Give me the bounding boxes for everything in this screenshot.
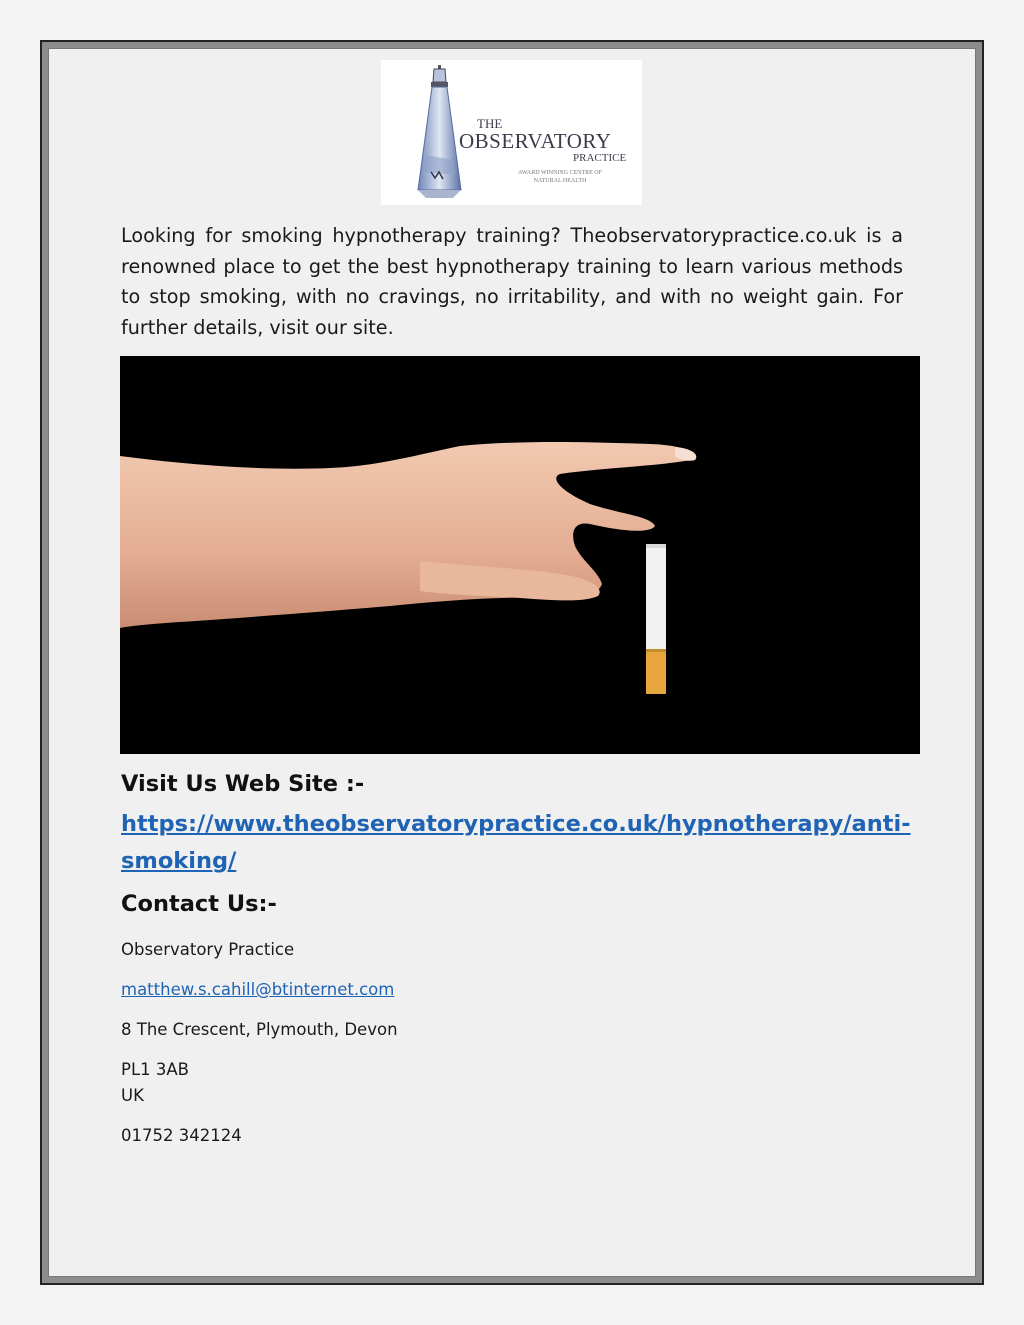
contact-email-link[interactable]: matthew.s.cahill@btinternet.com <box>121 980 395 999</box>
logo-observatory: OBSERVATORY <box>459 129 612 153</box>
logo-practice: PRACTICE <box>573 152 627 164</box>
website-link[interactable]: https://www.theobservatorypractice.co.uk/hypnotherapy/anti-smoking/ <box>121 811 911 874</box>
contact-heading: Contact Us:- <box>121 891 277 917</box>
visit-heading: Visit Us Web Site :- <box>121 771 365 797</box>
logo-the: THE <box>477 116 503 131</box>
logo-tagline: AWARD WINNING CENTRE OF NATURAL HEALTH <box>518 170 602 184</box>
contact-postcode: PL1 3AB <box>121 1060 189 1079</box>
contact-name: Observatory Practice <box>121 940 295 959</box>
contact-country: UK <box>121 1086 144 1105</box>
hand-dropping-cigarette-photo <box>120 356 920 754</box>
observatory-practice-logo <box>381 60 642 205</box>
contact-phone: 01752 342124 <box>121 1126 242 1145</box>
hand-cigarette-image <box>120 356 920 754</box>
intro-paragraph: Looking for smoking hypnotherapy training? Theobservatorypractice.co.uk is a renowned place to get the best hypnotherapy training to learn various methods to stop smoking, with no cravings, no irritability, and with no weight gain. For further details, visit our site. <box>121 224 903 339</box>
contact-address: 8 The Crescent, Plymouth, Devon <box>121 1020 398 1039</box>
